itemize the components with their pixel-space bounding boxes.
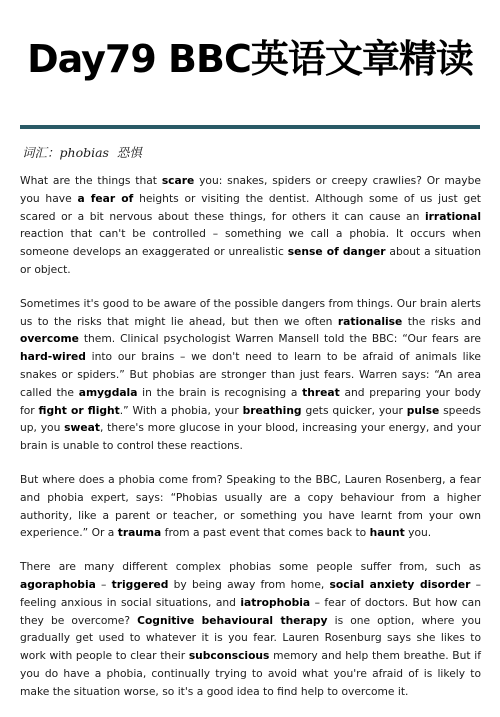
key-term: agoraphobia bbox=[20, 577, 96, 591]
article-paragraph bbox=[20, 295, 481, 455]
article-text: you: snakes, spiders or creepy crawlies? Or maybe you have bbox=[20, 174, 481, 205]
article-text: you. bbox=[404, 526, 432, 540]
article-text: about a situation or object. bbox=[20, 245, 482, 276]
article-text: in the brain is recognising a bbox=[137, 385, 303, 399]
key-term: overcome bbox=[20, 332, 79, 346]
key-term: scare bbox=[161, 174, 195, 187]
key-term: threat bbox=[302, 385, 340, 399]
article-text: What are the things that bbox=[20, 174, 162, 187]
article-text: is one option, where you gradually get used to whatever it is you fear. Lauren Rosenburg says she likes to work with people to clear their bbox=[20, 613, 481, 663]
key-term: iatrophobia bbox=[240, 595, 311, 609]
vocab-meaning: 恐惧 bbox=[116, 145, 142, 160]
key-term: a fear of bbox=[77, 191, 134, 205]
article-text: from a past event that comes back to bbox=[161, 526, 370, 540]
article-text: heights or visiting the dentist. Although some of us just get scared or a bit nervous about these things, for others it can cause an bbox=[20, 191, 482, 223]
article-paragraph bbox=[20, 172, 481, 279]
article-text: .” With a phobia, your bbox=[119, 403, 243, 417]
key-term: fight or flight bbox=[38, 403, 120, 417]
article-text: into our brains – we don't need to learn to be afraid of animals like snakes or spiders.” But phobias are stronger than just fears. Warren says: “An area called the bbox=[20, 350, 481, 399]
key-term: social anxiety disorder bbox=[329, 577, 471, 591]
article-text: reaction that can't be controlled – something we call a phobia. It occurs when someone develops an exaggerated or unrealistic bbox=[20, 227, 481, 259]
key-term: breathing bbox=[242, 403, 302, 417]
article-text: them. Clinical psychologist Warren Mansell told the BBC: “Our fears are bbox=[78, 332, 481, 346]
key-term: sweat bbox=[64, 421, 100, 435]
article-text: gets quicker, your bbox=[301, 403, 407, 417]
key-term: trauma bbox=[117, 526, 162, 540]
article-text: and preparing your body for bbox=[20, 385, 481, 417]
key-term: sense of danger bbox=[287, 245, 386, 259]
article-text: – fear of doctors. But how can they be overcome? bbox=[20, 595, 481, 627]
article-paragraph bbox=[20, 471, 481, 542]
vocabulary-line bbox=[22, 143, 142, 161]
key-term: irrational bbox=[424, 209, 481, 223]
article-text: by being away from home, bbox=[168, 577, 330, 591]
key-term: haunt bbox=[369, 526, 405, 540]
key-term: hard-wired bbox=[20, 350, 86, 364]
article-text: memory and help them breathe. But if you do have a phobia, continually trying to avoid what you're afraid of is likely to make the situation worse, so it's a good idea to find help to overcome it. bbox=[20, 649, 481, 698]
article-text: the risks and bbox=[402, 314, 481, 328]
title-divider bbox=[20, 125, 480, 129]
key-term: pulse bbox=[406, 403, 440, 417]
key-term: subconscious bbox=[188, 649, 270, 663]
article-text: There are many different complex phobias some people suffer from, such as bbox=[20, 560, 481, 574]
key-term: rationalise bbox=[337, 314, 403, 328]
article-text: – bbox=[95, 577, 112, 591]
article-text: Sometimes it's good to be aware of the possible dangers from things. Our brain alerts us to the risks that might lie ahead, but then we often bbox=[20, 296, 481, 328]
key-term: Cognitive behavioural therapy bbox=[137, 613, 328, 627]
article-paragraph bbox=[20, 558, 481, 700]
article-text: But where does a phobia come from? Speaking to the BBC, Lauren Rosenberg, a fear and phobia expert, says: “Phobias usually are a copy behaviour from a higher authority, like a parent or teacher, or something you have learnt from your own experience.” Or a bbox=[20, 472, 481, 540]
vocab-word: phobias bbox=[59, 145, 109, 160]
key-term: amygdala bbox=[78, 385, 138, 399]
article-text: – feeling anxious in social situations, and bbox=[20, 577, 481, 609]
article-text: speeds up, you bbox=[20, 403, 481, 435]
page-title: Day79 BBC英语文章精读 bbox=[27, 37, 473, 81]
vocab-label: 词汇： bbox=[22, 145, 60, 160]
key-term: triggered bbox=[111, 577, 169, 591]
article-text: , there's more glucose in your blood, increasing your energy, and your brain is unable to control these reactions. bbox=[20, 421, 481, 453]
article-body bbox=[20, 172, 481, 717]
